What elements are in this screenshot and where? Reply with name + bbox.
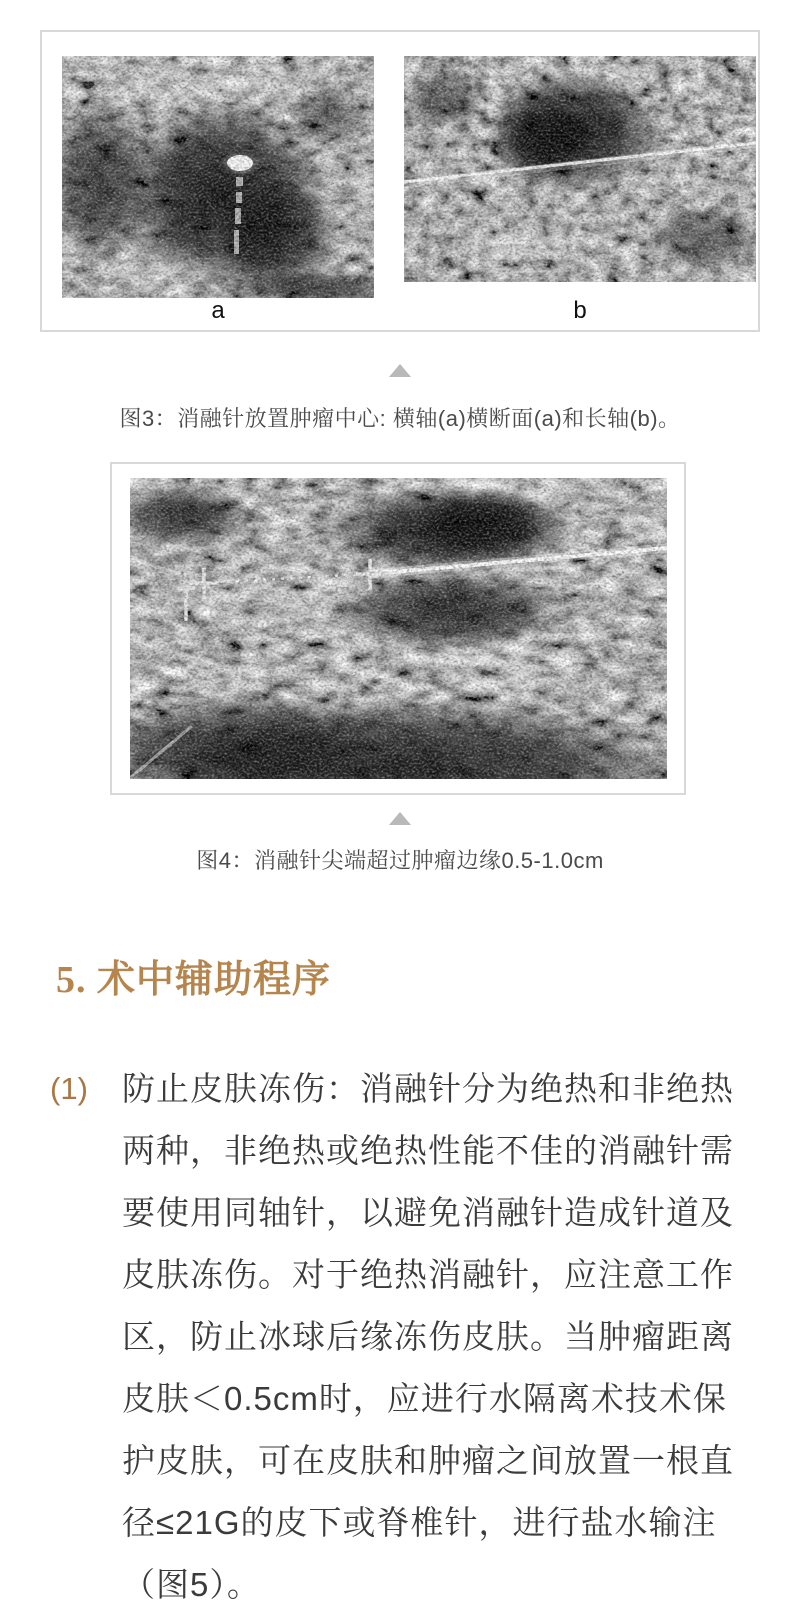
paragraph-line: 区，防止冰球后缘冻伤皮肤。当肿瘤距离 bbox=[122, 1318, 734, 1355]
list-item-marker: (1) bbox=[50, 1071, 88, 1106]
paragraph-line: 护皮肤，可在皮肤和肿瘤之间放置一根直 bbox=[122, 1442, 734, 1479]
ultrasound-image-a bbox=[62, 56, 374, 298]
paragraph-line: 皮肤冻伤。对于绝热消融针，应注意工作 bbox=[122, 1256, 734, 1293]
paragraph-line: 皮肤＜0.5cm时，应进行水隔离术技术保 bbox=[122, 1380, 727, 1417]
paragraph-line: （图5）。 bbox=[122, 1566, 261, 1603]
paragraph-line: 要使用同轴针，以避免消融针造成针道及 bbox=[122, 1194, 734, 1231]
section-heading: 5. 术中辅助程序 bbox=[56, 959, 332, 1001]
figure4-caption: 图4：消融针尖端超过肿瘤边缘0.5-1.0cm bbox=[196, 848, 604, 873]
ultrasound-image-b bbox=[404, 56, 756, 282]
figure3-panel-a-label: a bbox=[211, 297, 225, 324]
paragraph-text bbox=[122, 1058, 768, 1611]
figure3-frame bbox=[40, 30, 760, 332]
triangle-up-icon bbox=[389, 812, 411, 825]
triangle-up-icon bbox=[389, 364, 411, 377]
paragraph-line: 两种，非绝热或绝热性能不佳的消融针需 bbox=[122, 1132, 734, 1169]
figure4-frame bbox=[110, 462, 686, 795]
figure3-panel-b-label: b bbox=[573, 297, 587, 324]
paragraph-line: 径≤21G的皮下或脊椎针，进行盐水输注 bbox=[122, 1504, 717, 1541]
paragraph-line: 防止皮肤冻伤：消融针分为绝热和非绝热 bbox=[122, 1070, 734, 1107]
figure3-caption: 图3：消融针放置肿瘤中心: 横轴(a)横断面(a)和长轴(b)。 bbox=[119, 406, 681, 431]
ultrasound-image-figure4 bbox=[130, 478, 667, 779]
list-item-1 bbox=[48, 1058, 768, 1611]
